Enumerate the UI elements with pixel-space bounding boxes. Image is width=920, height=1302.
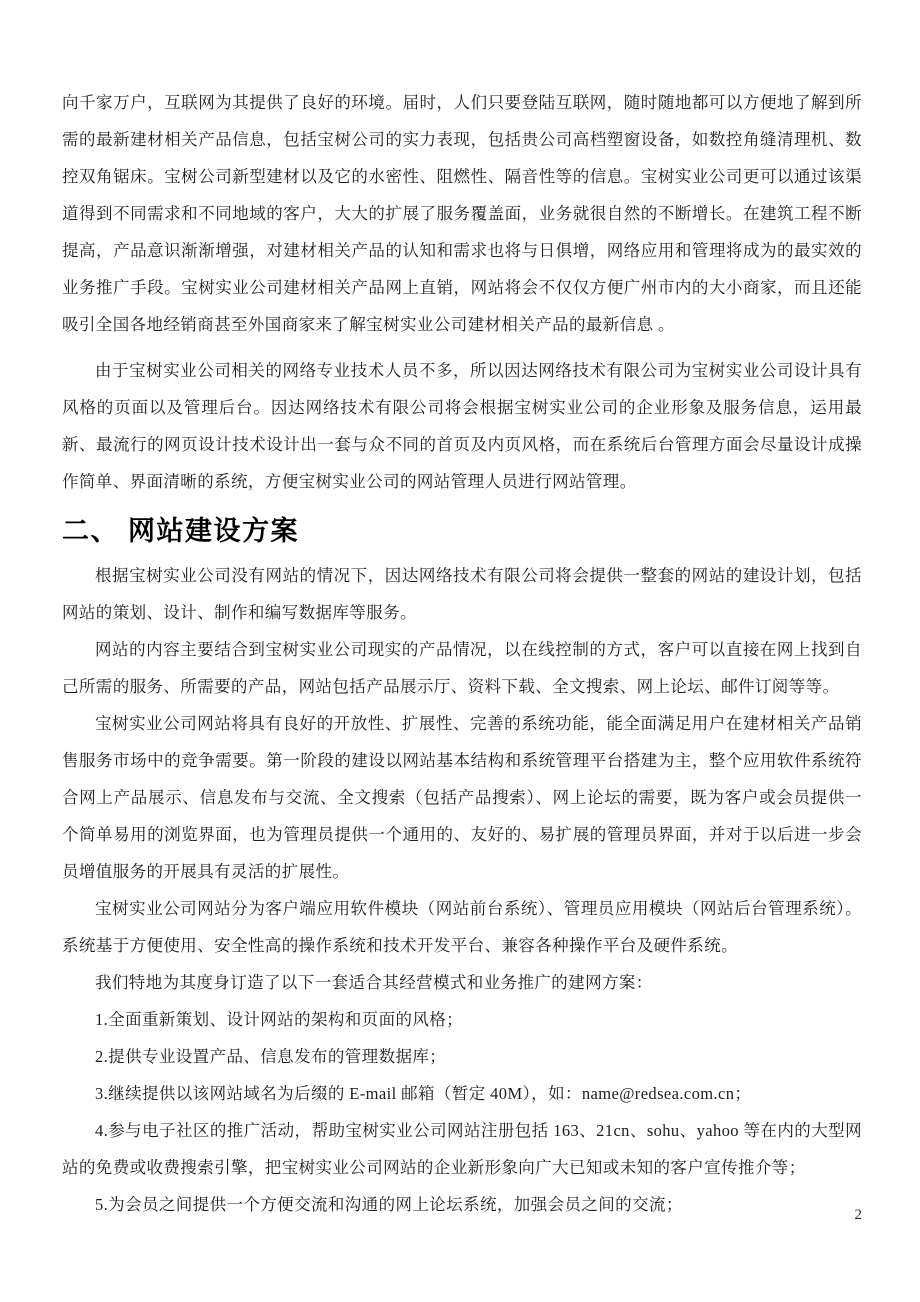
paragraph-design-company: 由于宝树实业公司相关的网络专业技术人员不多，所以因达网络技术有限公司为宝树实业公司设计具有风格的页面以及管理后台。因达网络技术有限公司将会根据宝树实业公司的企业形象及服务信息，运用最新、最流行的网页设计技术设计出一套与众不同的首页及内页风格，而在系统后台管理方面会尽量设计成操作简单、界面清晰的系统，方便宝树实业公司的网站管理人员进行网站管理。 [62,361,862,491]
paragraph-site-content: 网站的内容主要结合到宝树实业公司现实的产品情况，以在线控制的方式，客户可以直接在网上找到自己所需的服务、所需要的产品，网站包括产品展示厅、资料下载、全文搜索、网上论坛、邮件订阅等等。 [62,640,862,696]
plan-list-item-2: 2.提供专业设置产品、信息发布的管理数据库； [95,1047,447,1066]
paragraph-modules: 宝树实业公司网站分为客户端应用软件模块（网站前台系统）、管理员应用模块（网站后台管理系统）。系统基于方便使用、安全性高的操作系统和技术开发平台、兼容各种操作平台及硬件系统。 [62,899,862,955]
plan-list-item-4: 4.参与电子社区的推广活动，帮助宝树实业公司网站注册包括 163、21cn、sohu、yahoo 等在内的大型网站的免费或收费搜索引擎，把宝树实业公司网站的企业新形象向广大已知或未知的客户宣传推介等； [62,1121,862,1177]
paragraph-intro-continuation: 向千家万户，互联网为其提供了良好的环境。届时，人们只要登陆互联网，随时随地都可以方便地了解到所需的最新建材相关产品信息，包括宝树公司的实力表现，包括贵公司高档塑窗设备，如数控角缝清理机、数控双角锯床。宝树公司新型建材以及它的水密性、阻燃性、隔音性等的信息。宝树实业公司更可以通过该渠道得到不同需求和不同地域的客户，大大的扩展了服务覆盖面，业务就很自然的不断增长。在建筑工程不断提高，产品意识渐渐增强，对建材相关产品的认知和需求也将与日俱增，网络应用和管理将成为的最实效的业务推广手段。宝树实业公司建材相关产品网上直销，网站将会不仅仅方便广州市内的大小商家，而且还能吸引全国各地经销商甚至外国商家来了解宝树实业公司建材相关产品的最新信息 。 [62,93,862,334]
page-number: 2 [854,1207,862,1223]
section-heading-website-plan: 二、 网站建设方案 [62,516,300,546]
paragraph-tailored-intro: 我们特地为其度身订造了以下一套适合其经营模式和业务推广的建网方案： [95,973,653,992]
paragraph-openness: 宝树实业公司网站将具有良好的开放性、扩展性、完善的系统功能，能全面满足用户在建材相关产品销售服务市场中的竞争需要。第一阶段的建设以网站基本结构和系统管理平台搭建为主，整个应用软件系统符合网上产品展示、信息发布与交流、全文搜索（包括产品搜索）、网上论坛的需要，既为客户或会员提供一个简单易用的浏览界面，也为管理员提供一个通用的、友好的、易扩展的管理员界面，并对于以后进一步会员增值服务的开展具有灵活的扩展性。 [62,714,862,881]
document-body [62,84,862,1223]
plan-list-item-5: 5.为会员之间提供一个方便交流和沟通的网上论坛系统，加强会员之间的交流； [95,1195,683,1214]
plan-list-item-3: 3.继续提供以该网站域名为后缀的 E-mail 邮箱（暂定 40M），如：name@redsea.com.cn； [95,1084,752,1103]
paragraph-construction-plan: 根据宝树实业公司没有网站的情况下，因达网络技术有限公司将会提供一整套的网站的建设计划，包括网站的策划、设计、制作和编写数据库等服务。 [62,566,862,622]
plan-list-item-1: 1.全面重新策划、设计网站的架构和页面的风格； [95,1010,464,1029]
